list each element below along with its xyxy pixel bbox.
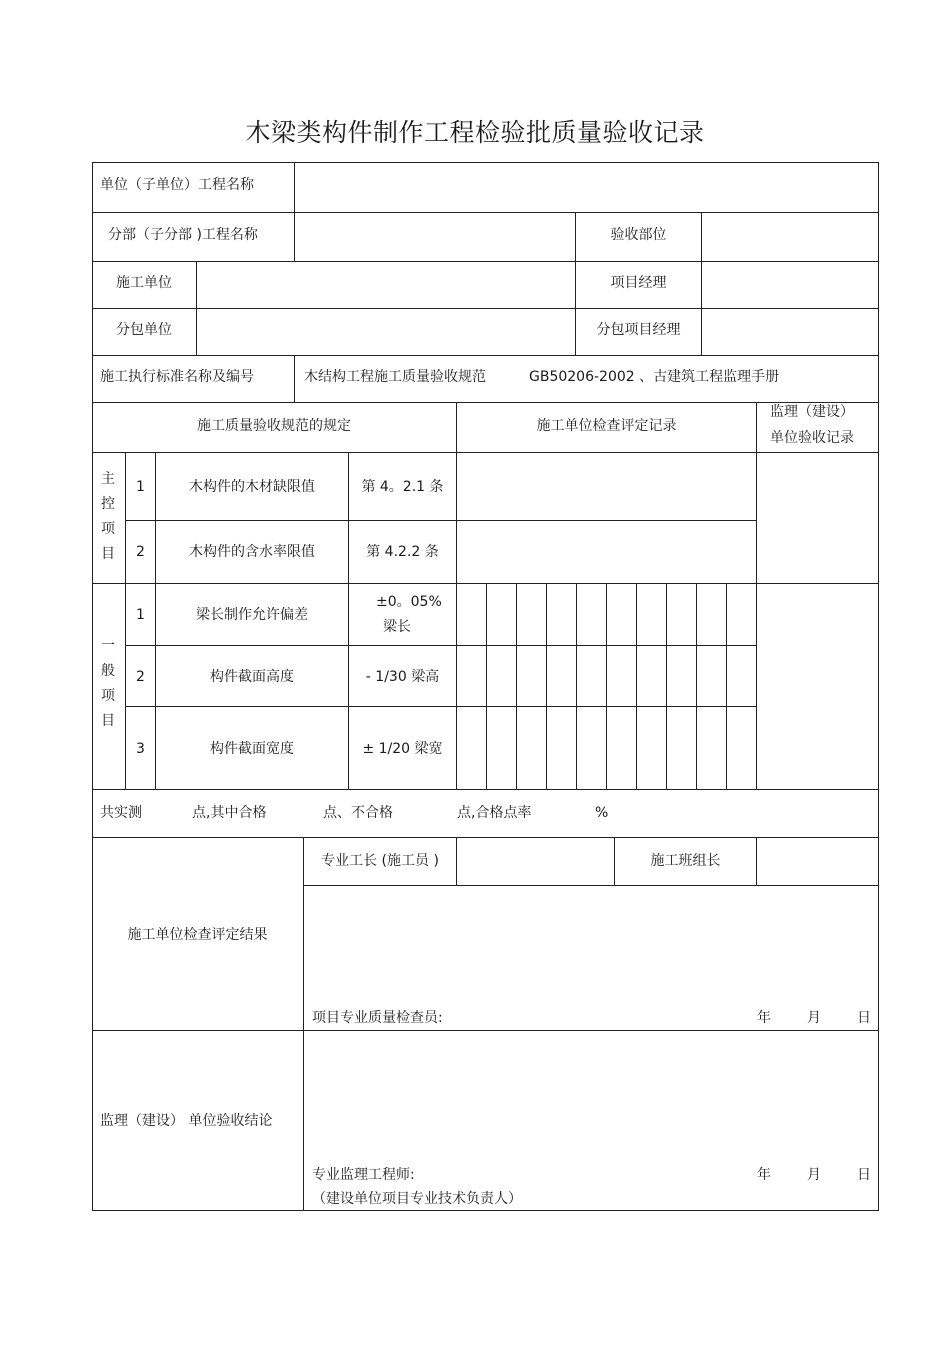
supervision-engineer-label: 专业监理工程师: bbox=[312, 1167, 415, 1183]
record-column-header: 施工单位检查评定记录 bbox=[536, 418, 677, 434]
summary-measured: 共实测 bbox=[100, 805, 142, 821]
sub-project-label: 分部（子分部 )工程名称 bbox=[108, 227, 258, 243]
acceptance-part-label: 验收部位 bbox=[610, 227, 667, 243]
summary-qualified: 点,其中合格 bbox=[192, 805, 267, 821]
spec-column-header: 施工质量验收规范的规定 bbox=[197, 418, 351, 434]
general-item-2-no: 2 bbox=[136, 669, 145, 685]
subcontract-manager-label: 分包项目经理 bbox=[596, 322, 681, 338]
main-item-1-name: 木构件的木材缺限值 bbox=[189, 479, 315, 495]
general-item-1-rule-line2: 梁长 bbox=[383, 619, 411, 635]
general-item-1-name: 梁长制作允许偏差 bbox=[196, 607, 308, 623]
unit-project-label: 单位（子单位）工程名称 bbox=[100, 177, 254, 193]
summary-rate: 点,合格点率 bbox=[457, 805, 532, 821]
general-item-2-name: 构件截面高度 bbox=[210, 669, 294, 685]
foreman-label: 专业工长 (施工员 ) bbox=[321, 853, 439, 869]
standard-value-1: 木结构工程施工质量验收规范 bbox=[304, 369, 486, 385]
quality-inspector-label: 项目专业质量检查员: bbox=[312, 1010, 443, 1026]
supervision-year-label: 年 bbox=[757, 1167, 771, 1183]
main-item-2-rule: 第 4.2.2 条 bbox=[366, 544, 439, 560]
supervision-column-header-1: 监理（建设） bbox=[770, 404, 854, 420]
construction-result-label: 施工单位检查评定结果 bbox=[127, 927, 268, 943]
supervision-column-header-2: 单位验收记录 bbox=[770, 430, 854, 446]
main-item-1-rule: 第 4。2.1 条 bbox=[361, 479, 444, 495]
general-item-3-rule: ± 1/20 梁宽 bbox=[362, 741, 443, 757]
supervision-month-label: 月 bbox=[807, 1167, 821, 1183]
main-item-2-name: 木构件的含水率限值 bbox=[189, 544, 315, 560]
page-title: 木梁类构件制作工程检验批质量验收记录 bbox=[245, 118, 705, 147]
general-item-1-no: 1 bbox=[136, 607, 145, 623]
summary-percent: % bbox=[595, 805, 609, 821]
construction-month-label: 月 bbox=[807, 1010, 821, 1026]
main-control-group-label: 主控项目 bbox=[101, 471, 115, 562]
general-item-3-no: 3 bbox=[136, 741, 145, 757]
owner-technical-lead-note: （建设单位项目专业技术负责人） bbox=[312, 1191, 522, 1207]
construction-unit-label: 施工单位 bbox=[116, 275, 172, 291]
construction-day-label: 日 bbox=[857, 1010, 871, 1026]
supervision-day-label: 日 bbox=[857, 1167, 871, 1183]
standard-label: 施工执行标准名称及编号 bbox=[100, 369, 254, 385]
general-item-3-name: 构件截面宽度 bbox=[210, 741, 294, 757]
general-item-1-rule-line1: ±0。05% bbox=[376, 594, 442, 610]
main-item-2-no: 2 bbox=[136, 544, 145, 560]
supervision-result-label: 监理（建设） 单位验收结论 bbox=[100, 1113, 273, 1129]
subcontract-unit-label: 分包单位 bbox=[116, 322, 172, 338]
main-item-1-no: 1 bbox=[136, 479, 145, 495]
summary-unqualified: 点、不合格 bbox=[323, 805, 393, 821]
construction-year-label: 年 bbox=[757, 1010, 771, 1026]
team-leader-label: 施工班组长 bbox=[650, 853, 721, 869]
standard-value-2: GB50206-2002 、古建筑工程监理手册 bbox=[529, 369, 780, 385]
general-item-2-rule: - 1/30 梁高 bbox=[365, 669, 440, 685]
general-group-label: 一般项目 bbox=[101, 638, 115, 729]
project-manager-label: 项目经理 bbox=[610, 275, 667, 291]
